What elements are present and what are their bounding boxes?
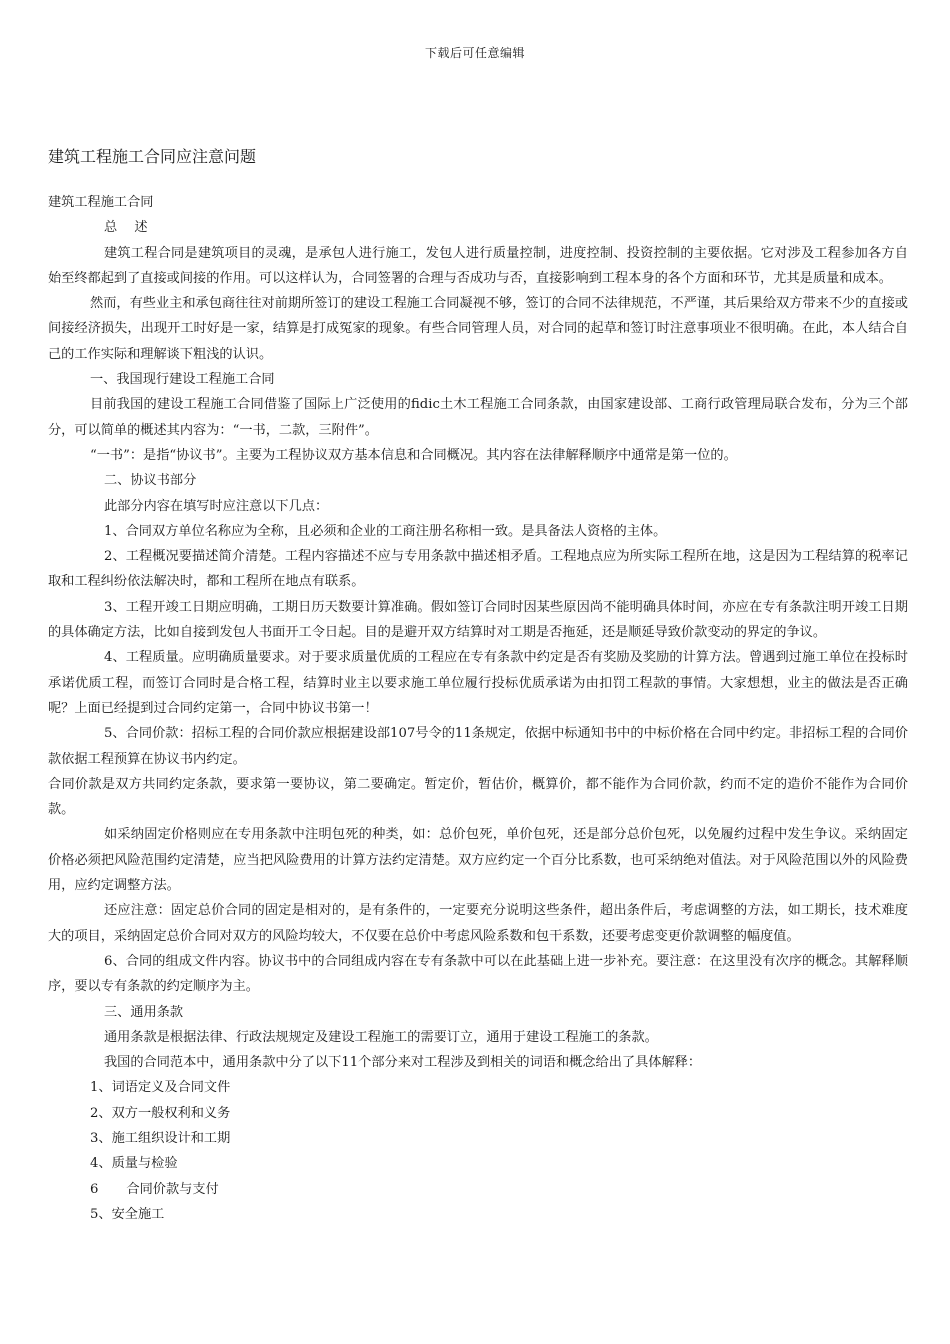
paragraph: 建筑工程合同是建筑项目的灵魂，是承包人进行施工，发包人进行质量控制，进度控制、投资控制的主要依据。它对涉及工程参加各方自始至终都起到了直接或间接的作用。可以这样认为，合同签署的合理与否成功与否，直接影响到工程本身的各个方面和环节，尤其是质量和成本。 xyxy=(48,245,908,286)
paragraph: “一书”：是指“协议书”。主要为工程协议双方基本信息和合同概况。其内容在法律解释顺序中通常是第一位的。 xyxy=(90,447,737,463)
list-item: 3、施工组织设计和工期 xyxy=(90,1130,231,1146)
list-item-label: 合同价款与支付 xyxy=(126,1181,219,1197)
section-heading: 一、我国现行建设工程施工合同 xyxy=(90,372,275,388)
paragraph: 4、工程质量。应明确质量要求。对于要求质量优质的工程应在专有条款中约定是否有奖励及奖励的计算方法。曾遇到过施工单位在投标时承诺优质工程，而签订合同时是合格工程，结算时业主以要求施工单位履行投标优质承诺为由扣罚工程款的事情。大家想想，业主的做法是否正确呢？上面已经提到过合同约定第一，合同中协议书第一！ xyxy=(48,650,908,716)
paragraph: 5、合同价款：招标工程的合同价款应根据建设部107号令的11条规定，依据中标通知书中的中标价格在合同中约定。非招标工程的合同价款依据工程预算在协议书内约定。 xyxy=(48,726,908,767)
paragraph: 6、合同的组成文件内容。协议书中的合同组成内容在专有条款中可以在此基础上进一步补充。要注意：在这里没有次序的概念。其解释顺序，要以专有条款的约定顺序为主。 xyxy=(48,953,908,995)
section-heading: 二、协议书部分 xyxy=(104,473,197,489)
document-body xyxy=(48,190,908,1227)
section-heading: 三、通用条款 xyxy=(104,1004,184,1020)
paragraph: 还应注意：固定总价合同的固定是相对的，是有条件的，一定要充分说明这些条件，超出条件后，考虑调整的方法，如工期长，技术难度大的项目，采纳固定总价合同对双方的风险均较大，不仅要在总价中考虑风险系数和包干系数，还要考虑变更价款调整的幅度值。 xyxy=(48,903,908,944)
paragraph: 3、工程开竣工日期应明确，工期日历天数要计算准确。假如签订合同时因某些原因尚不能明确具体时间，亦应在专有条款注明开竣工日期的具体确定方法，比如自接到发包人书面开工令日起。目的是避开双方结算时对工期是否拖延，还是顺延导致价款变动的界定的争议。 xyxy=(48,599,908,641)
paragraph: 然而，有些业主和承包商往往对前期所签订的建设工程施工合同凝视不够，签订的合同不法律规范，不严谨，其后果给双方带来不少的直接或间接经济损失，出现开工时好是一家，结算是打成冤家的现象。有些合同管理人员，对合同的起草和签订时注意事项业不很明确。在此，本人结合自己的工作实际和理解谈下粗浅的认识。 xyxy=(48,296,908,362)
overview-heading: 总 述 xyxy=(104,220,150,236)
section-subtitle: 建筑工程施工合同 xyxy=(48,195,154,210)
list-item-number: 6 xyxy=(90,1181,99,1197)
list-item: 1、词语定义及合同文件 xyxy=(90,1080,231,1096)
paragraph: 我国的合同范本中，通用条款中分了以下11个部分来对工程涉及到相关的词语和概念给出了具体解释： xyxy=(104,1055,702,1071)
list-item: 4、质量与检验 xyxy=(90,1156,178,1172)
paragraph: 合同价款是双方共同约定条款，要求第一要协议，第二要确定。暂定价，暂估价，概算价，都不能作为合同价款，约而不定的造价不能作为合同价款。 xyxy=(48,776,908,818)
list-item: 5、安全施工 xyxy=(90,1206,165,1222)
header-note: 下载后可任意编辑 xyxy=(424,46,525,60)
document-title: 建筑工程施工合同应注意问题 xyxy=(48,147,257,166)
paragraph: 目前我国的建设工程施工合同借鉴了国际上广泛使用的fidic土木工程施工合同条款，由国家建设部、工商行政管理局联合发布，分为三个部分，可以简单的概述其内容为：“一书，二款，三附件”。 xyxy=(48,397,908,438)
paragraph: 如采纳固定价格则应在专用条款中注明包死的种类，如：总价包死，单价包死，还是部分总价包死，以免履约过程中发生争议。采纳固定价格必须把风险范围约定清楚，应当把风险费用的计算方法约定清楚。双方应约定一个百分比系数，也可采纳绝对值法。对于风险范围以外的风险费用，应约定调整方法。 xyxy=(48,827,908,894)
paragraph: 1、合同双方单位名称应为全称，且必须和企业的工商注册名称相一致。是具备法人资格的主体。 xyxy=(104,523,667,539)
list-item: 2、双方一般权利和义务 xyxy=(90,1105,231,1121)
paragraph: 2、工程概况要描述简介清楚。工程内容描述不应与专用条款中描述相矛盾。工程地点应为所实际工程所在地，这是因为工程结算的税率记取和工程纠纷依法解决时，都和工程所在地点有联系。 xyxy=(48,549,908,590)
paragraph: 通用条款是根据法律、行政法规规定及建设工程施工的需要订立，通用于建设工程施工的条款。 xyxy=(104,1029,658,1045)
paragraph: 此部分内容在填写时应注意以下几点： xyxy=(104,498,329,514)
list-item xyxy=(48,1177,908,1202)
